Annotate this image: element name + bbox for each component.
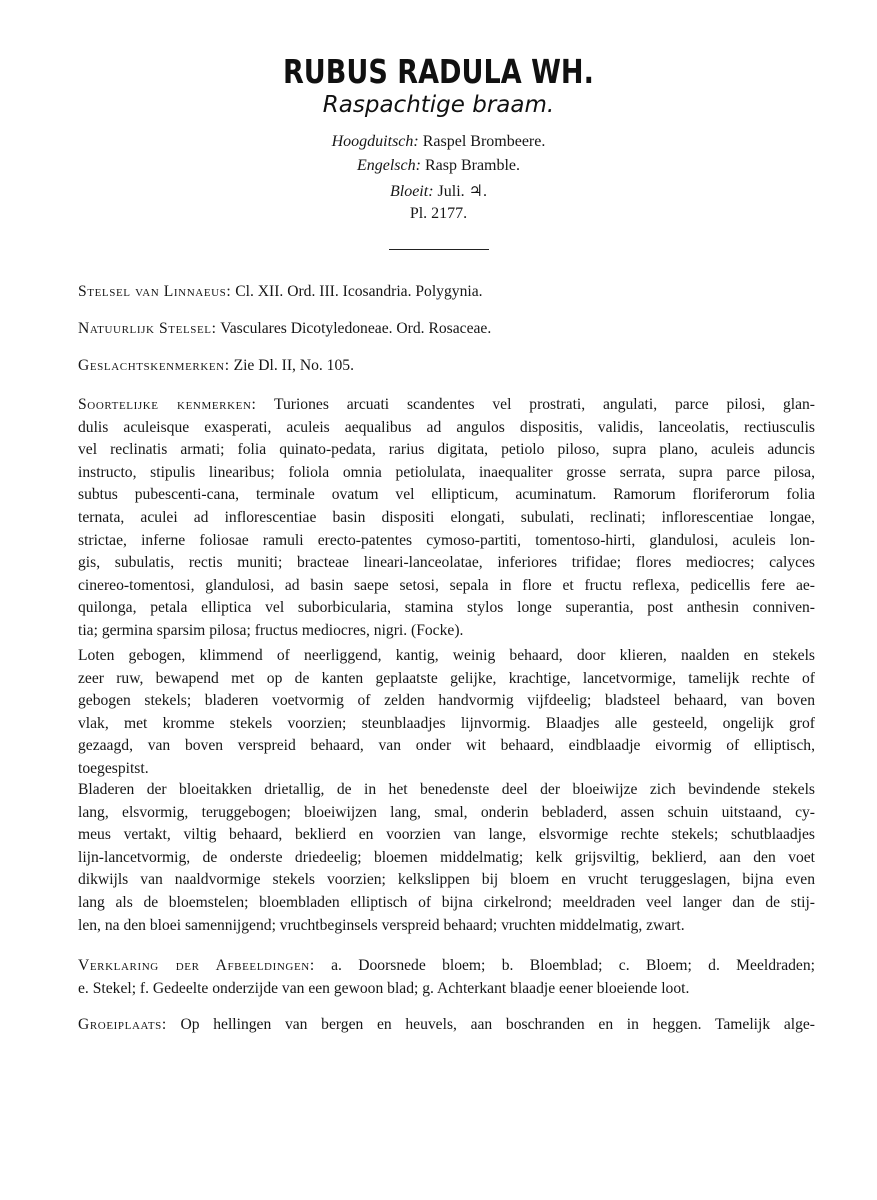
bladeren-line: dikwijls van naaldvormige stekels voorzien; kelkslippen bij bloem en vrucht teruggeslagen, bijna even [78,871,815,889]
bladeren-line: lijn-lancetvormig, de onderste driedeelig; bloemen middelmatig; kelk grijsviltig, beklierd, aan den voet [78,848,815,866]
natuurlijk-stelsel [78,318,815,341]
soort-line: subtus pubescenti-cana, terminale ovatum vel ellipticum, acuminatum. Ramorum floriferorum folia [78,486,815,504]
soort-line-0 [78,394,815,417]
natuurlijk-label: Natuurlijk Stelsel: [78,320,217,337]
stelsel-value: Cl. XII. Ord. III. Icosandria. Polygynia. [235,283,483,300]
page-subtitle: Raspachtige braam. [322,92,555,118]
geslacht-label: Geslachtskenmerken: [78,357,230,374]
soort-line: dulis aculeisque exasperati, aculeis aequalibus ad angulos dispositis, validis, lanceolatis, rectiusculis [78,418,815,436]
bloeit-label: Bloeit: [389,183,434,200]
bladeren-line: lang, elsvormig, teruggebogen; bloeiwijzen lang, smal, onderin bebladerd, assen schuin uitstaand, cy- [78,803,815,821]
bloeit-value: Juli. ♃. [437,183,487,200]
page-title: RUBUS RADULA WH. [282,52,594,91]
soort-line: cinereo-tomentosi, glandulosi, ad basin saepe setosi, sepala in flore et fructu reflexa, pedicellis fere ae- [78,576,815,594]
loten-line-last: toegespitst. [78,759,149,777]
groeiplaats-line [78,1014,815,1037]
groeiplaats-label: Groeiplaats: [78,1016,167,1033]
stelsel-label: Stelsel van Linnaeus: [78,283,232,300]
bladeren-line-last: len, na den bloei samennijgend; vruchtbeginsels verspreid behaard; vruchten middelmatig, zwart. [78,916,685,934]
soort-line-last: tia; germina sparsim pilosa; fructus mediocres, nigri. (Focke). [78,621,464,639]
engelsch-line [0,157,877,175]
loten-line: zeer ruw, bewapend met op de kanten geplaatste gelijke, krachtige, lancetvormige, tamelijk rechte of [78,669,815,687]
soort-line: gis, subulatis, rectis muniti; bracteae lineari-lanceolatae, inferiores trifidae; flores mediocres; calyces [78,554,815,572]
loten-line: Loten gebogen, klimmend of neerliggend, kantig, weinig behaard, door klieren, naalden en stekels [78,647,815,664]
loten-line: gebogen stekels; bladeren voetvormig of zelden handvormig vijfdeelig; bladsteel behaard, van boven [78,692,815,710]
geslachtskenmerken [78,355,815,378]
plate-number: Pl. 2177. [409,205,468,222]
engelsch-label: Engelsch: [356,157,421,174]
verklaring-afbeeldingen [78,955,815,1000]
hoogduitsch-line [0,133,877,151]
groeiplaats-value: Op hellingen van bergen en heuvels, aan boschranden en in heggen. Tamelijk alge- [180,1016,815,1033]
divider-rule [389,249,489,250]
loten-paragraph [78,645,815,781]
natuurlijk-value: Vasculares Dicotyledoneae. Ord. Rosaceae. [220,320,492,337]
loten-line: gezaagd, van boven verspreid behaard, van onder wit behaard, eindblaadje eivormig of elliptisch, [78,737,815,755]
soort-line: vel reclinatis armati; folia quinato-pedata, rarius digitata, petiolo piloso, supra plano, aculeis aduncis [78,441,815,459]
bloeit-line [0,181,877,201]
soort-label: Soortelijke kenmerken: [78,396,257,413]
soort-line: strictae, inferne foliosae ramuli erecto-patentes cymoso-partiti, tomentoso-hirti, glandulosi, aculeis lon- [78,531,815,549]
hoogduitsch-value: Raspel Brombeere. [422,133,546,150]
verklaring-line-0 [78,955,815,978]
soort-line: instructo, stipulis linearibus; foliola omnia petiolulata, inaequaliter grosse serrata, supra parce pilosa, [78,463,815,481]
soort-line: ternata, aculei ad inflorescentiae basin dispositi elongati, subulati, reclinati; inflorescentiae longae, [78,508,815,526]
verklaring-text-1: e. Stekel; f. Gedeelte onderzijde van een gewoon blad; g. Achterkant blaadje eener bloeiende loot. [78,979,690,997]
soort-line: quilonga, petala elliptica vel suborbicularia, stamina stylos longe superantia, post anthesin conniven- [78,599,815,617]
engelsch-value: Rasp Bramble. [424,157,521,174]
loten-line: vlak, met kromme stekels voorzien; steunblaadjes lijnvormig. Blaadjes alle gesteeld, ongelijk grof [78,714,815,732]
hoogduitsch-label: Hoogduitsch: [331,133,419,150]
soort-line-text-0: Turiones arcuati scandentes vel prostrati, angulati, parce pilosi, glan- [274,396,815,413]
geslacht-value: Zie Dl. II, No. 105. [233,357,354,374]
verklaring-text-0: a. Doorsnede bloem; b. Bloemblad; c. Bloem; d. Meeldraden; [331,957,815,974]
groeiplaats [78,1014,815,1037]
soortelijke-kenmerken [78,394,815,643]
bladeren-line: meus vertakt, viltig behaard, beklierd en voorzien van lange, elsvormige rechte stekels; schutblaadjes [78,826,815,844]
bladeren-line: Bladeren der bloeitakken drietallig, de in het benedenste deel der bloeiwijze zich bevindende stekels [78,781,815,798]
bladeren-paragraph [78,779,815,937]
stelsel-linnaeus [78,281,815,304]
bladeren-line: lang als de bloemstelen; bloembladen elliptisch of bijna cirkelrond; meeldraden veel langer dan de stij- [78,893,815,911]
verklaring-label: Verklaring der Afbeeldingen: [78,957,315,974]
